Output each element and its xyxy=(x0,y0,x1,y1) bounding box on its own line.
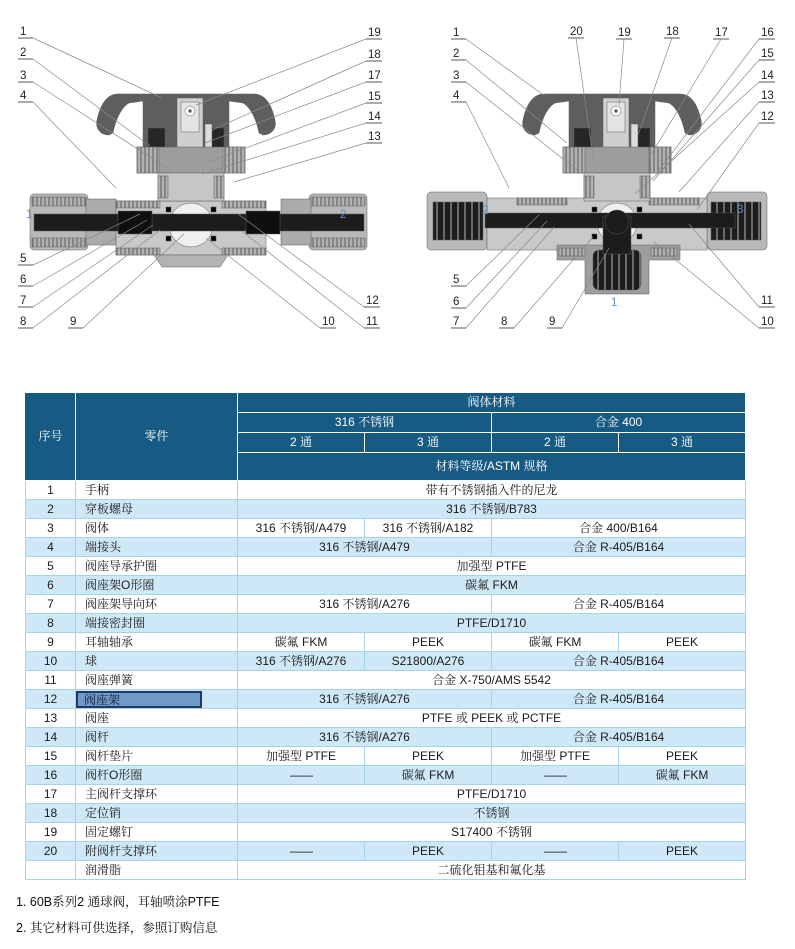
materials-table-container xyxy=(25,392,745,880)
callout-label: 7 xyxy=(453,316,460,328)
row-number-cell: 19 xyxy=(26,823,76,842)
material-cell: 二硫化钼基和氟化基 xyxy=(238,861,746,880)
callout-label: 6 xyxy=(453,296,460,308)
callout-label: 9 xyxy=(70,316,77,328)
table-row xyxy=(26,557,746,576)
row-number-cell: 9 xyxy=(26,633,76,652)
table-row xyxy=(26,747,746,766)
valve-2way-drawing xyxy=(30,94,367,267)
part-name-cell xyxy=(76,690,238,709)
footnotes xyxy=(16,892,795,936)
valve-2way-diagram xyxy=(0,8,397,360)
material-cell: —— xyxy=(492,766,619,785)
row-number-cell xyxy=(26,861,76,880)
callout-label: 17 xyxy=(368,70,381,82)
part-name-cell: 阀杆垫片 xyxy=(76,747,238,766)
material-cell: 加强型 PTFE xyxy=(492,747,619,766)
table-row xyxy=(26,576,746,595)
port-label: 3 xyxy=(737,204,744,216)
part-name-cell: 手柄 xyxy=(76,481,238,500)
part-name-cell: 阀座导承护圈 xyxy=(76,557,238,576)
callout-label: 10 xyxy=(322,316,335,328)
callout-label: 13 xyxy=(761,90,774,102)
header-3way: 3 通 xyxy=(365,433,492,453)
callout-label: 3 xyxy=(20,70,27,82)
callout-label: 20 xyxy=(570,26,583,38)
flow-tube xyxy=(34,214,364,231)
material-cell: PEEK xyxy=(619,633,746,652)
table-row xyxy=(26,614,746,633)
callout-label: 8 xyxy=(20,316,27,328)
callout-label: 18 xyxy=(368,49,381,61)
callout-label: 1 xyxy=(20,26,27,38)
table-row xyxy=(26,633,746,652)
material-cell: 316 不锈钢/B783 xyxy=(238,500,746,519)
material-cell: 合金 R-405/B164 xyxy=(492,728,746,747)
table-row xyxy=(26,709,746,728)
material-cell: PEEK xyxy=(365,747,492,766)
part-name-cell: 阀座架O形圈 xyxy=(76,576,238,595)
footnote-2: 2. 其它材料可供选择，参照订购信息 xyxy=(16,921,218,936)
row-number-cell: 12 xyxy=(26,690,76,709)
part-name-cell: 润滑脂 xyxy=(76,861,238,880)
row-number-cell: 15 xyxy=(26,747,76,766)
row-number-cell: 18 xyxy=(26,804,76,823)
header-2way: 2 通 xyxy=(238,433,365,453)
callout-label: 10 xyxy=(761,316,774,328)
material-cell: PTFE/D1710 xyxy=(238,785,746,804)
row-number-cell: 14 xyxy=(26,728,76,747)
port-label: 2 xyxy=(340,209,347,221)
callout-label: 2 xyxy=(20,47,27,59)
row-number-cell: 3 xyxy=(26,519,76,538)
material-cell: 碳氟 FKM xyxy=(492,633,619,652)
header-316ss: 316 不锈钢 xyxy=(238,413,492,433)
material-cell: 合金 R-405/B164 xyxy=(492,595,746,614)
header-3way: 3 通 xyxy=(619,433,746,453)
table-row xyxy=(26,671,746,690)
callout-label: 5 xyxy=(453,274,460,286)
footnote-1: 1. 60B系列2 通球阀，耳轴喷涂PTFE xyxy=(16,895,220,910)
material-cell: —— xyxy=(238,842,365,861)
material-cell: PEEK xyxy=(619,842,746,861)
callout-label: 14 xyxy=(368,111,381,123)
part-name-cell: 阀座架导向环 xyxy=(76,595,238,614)
row-number-cell: 7 xyxy=(26,595,76,614)
row-number-cell: 17 xyxy=(26,785,76,804)
callout-label: 4 xyxy=(453,90,460,102)
part-name-cell: 附阀杆支撑环 xyxy=(76,842,238,861)
table-row xyxy=(26,500,746,519)
material-cell: 316 不锈钢/A276 xyxy=(238,690,492,709)
part-name-cell: 端接密封圈 xyxy=(76,614,238,633)
material-cell: 316 不锈钢/A182 xyxy=(365,519,492,538)
row-number-cell: 4 xyxy=(26,538,76,557)
material-cell: 316 不锈钢/A276 xyxy=(238,595,492,614)
callout-label: 1 xyxy=(453,27,460,39)
row-number-cell: 8 xyxy=(26,614,76,633)
part-name-cell: 耳轴轴承 xyxy=(76,633,238,652)
callout-label: 9 xyxy=(549,316,556,328)
material-cell: S21800/A276 xyxy=(365,652,492,671)
material-cell: 碳氟 FKM xyxy=(238,576,746,595)
table-row xyxy=(26,728,746,747)
row-number-cell: 5 xyxy=(26,557,76,576)
port-label: 1 xyxy=(26,209,33,221)
part-name-cell: 端接头 xyxy=(76,538,238,557)
material-cell: 316 不锈钢/A276 xyxy=(238,652,365,671)
row-number-cell: 16 xyxy=(26,766,76,785)
part-name-cell: 阀体 xyxy=(76,519,238,538)
part-name-cell: 穿板螺母 xyxy=(76,500,238,519)
table-row xyxy=(26,823,746,842)
port-label: 1 xyxy=(611,297,618,309)
callout-label: 18 xyxy=(666,26,679,38)
header-serial: 序号 xyxy=(26,393,76,481)
table-row xyxy=(26,519,746,538)
part-name-cell: 球 xyxy=(76,652,238,671)
materials-table xyxy=(25,392,746,880)
material-cell: 316 不锈钢/A479 xyxy=(238,519,365,538)
part-name-cell: 主阀杆支撑环 xyxy=(76,785,238,804)
material-cell: PEEK xyxy=(365,842,492,861)
material-cell: 加强型 PTFE xyxy=(238,557,746,576)
table-row xyxy=(26,538,746,557)
material-cell: 合金 X-750/AMS 5542 xyxy=(238,671,746,690)
header-2way: 2 通 xyxy=(492,433,619,453)
selected-part-highlight[interactable]: 阀座架 xyxy=(76,691,202,708)
material-cell: 合金 R-405/B164 xyxy=(492,538,746,557)
valve-3way-drawing xyxy=(427,94,767,294)
table-row xyxy=(26,595,746,614)
callout-label: 15 xyxy=(761,48,774,60)
header-part: 零件 xyxy=(76,393,238,481)
table-row xyxy=(26,481,746,500)
callout-label: 4 xyxy=(20,90,27,102)
callout-label: 19 xyxy=(368,27,381,39)
table-row xyxy=(26,861,746,880)
material-cell: 加强型 PTFE xyxy=(238,747,365,766)
callout-label: 7 xyxy=(20,295,27,307)
callout-label: 12 xyxy=(366,295,379,307)
table-row xyxy=(26,690,746,709)
callout-label: 15 xyxy=(368,91,381,103)
material-cell: 合金 R-405/B164 xyxy=(492,652,746,671)
row-number-cell: 11 xyxy=(26,671,76,690)
material-cell: 碳氟 FKM xyxy=(619,766,746,785)
part-name-cell: 阀座 xyxy=(76,709,238,728)
callout-label: 14 xyxy=(761,70,774,82)
header-spec: 材料等级/ASTM 规格 xyxy=(238,453,746,481)
material-cell: 合金 R-405/B164 xyxy=(492,690,746,709)
callout-label: 2 xyxy=(453,48,460,60)
table-row xyxy=(26,842,746,861)
valve-3way-diagram xyxy=(397,8,795,360)
callout-label: 13 xyxy=(368,131,381,143)
material-cell: S17400 不锈钢 xyxy=(238,823,746,842)
callout-label: 19 xyxy=(618,27,631,39)
material-cell: PEEK xyxy=(365,633,492,652)
part-name-cell: 阀杆 xyxy=(76,728,238,747)
material-cell: PEEK xyxy=(619,747,746,766)
material-cell: PTFE/D1710 xyxy=(238,614,746,633)
material-cell: —— xyxy=(492,842,619,861)
callout-label: 11 xyxy=(761,295,773,307)
material-cell: 带有不锈钢插入件的尼龙 xyxy=(238,481,746,500)
row-number-cell: 1 xyxy=(26,481,76,500)
row-number-cell: 13 xyxy=(26,709,76,728)
part-name-cell: 阀杆O形圈 xyxy=(76,766,238,785)
material-cell: —— xyxy=(238,766,365,785)
callout-label: 8 xyxy=(501,316,508,328)
material-cell: 316 不锈钢/A479 xyxy=(238,538,492,557)
material-cell: 合金 400/B164 xyxy=(492,519,746,538)
part-name-cell: 定位销 xyxy=(76,804,238,823)
row-number-cell: 10 xyxy=(26,652,76,671)
callout-label: 16 xyxy=(761,27,774,39)
table-row xyxy=(26,804,746,823)
material-cell: 碳氟 FKM xyxy=(238,633,365,652)
row-number-cell: 20 xyxy=(26,842,76,861)
row-number-cell: 2 xyxy=(26,500,76,519)
callout-label: 12 xyxy=(761,111,774,123)
material-cell: PTFE 或 PEEK 或 PCTFE xyxy=(238,709,746,728)
callout-label: 6 xyxy=(20,274,27,286)
header-alloy400: 合金 400 xyxy=(492,413,746,433)
table-row xyxy=(26,652,746,671)
material-cell: 316 不锈钢/A276 xyxy=(238,728,492,747)
header-body-material: 阀体材料 xyxy=(238,393,746,413)
callout-label: 5 xyxy=(20,253,27,265)
part-name-cell: 固定螺钉 xyxy=(76,823,238,842)
table-row xyxy=(26,785,746,804)
part-name-cell: 阀座弹簧 xyxy=(76,671,238,690)
valve-diagrams xyxy=(0,8,795,360)
callout-label: 17 xyxy=(715,27,728,39)
port-label: 2 xyxy=(482,205,489,217)
row-number-cell: 6 xyxy=(26,576,76,595)
callout-label: 11 xyxy=(366,316,378,328)
callout-label: 3 xyxy=(453,70,460,82)
table-row xyxy=(26,766,746,785)
material-cell: 不锈钢 xyxy=(238,804,746,823)
material-cell: 碳氟 FKM xyxy=(365,766,492,785)
